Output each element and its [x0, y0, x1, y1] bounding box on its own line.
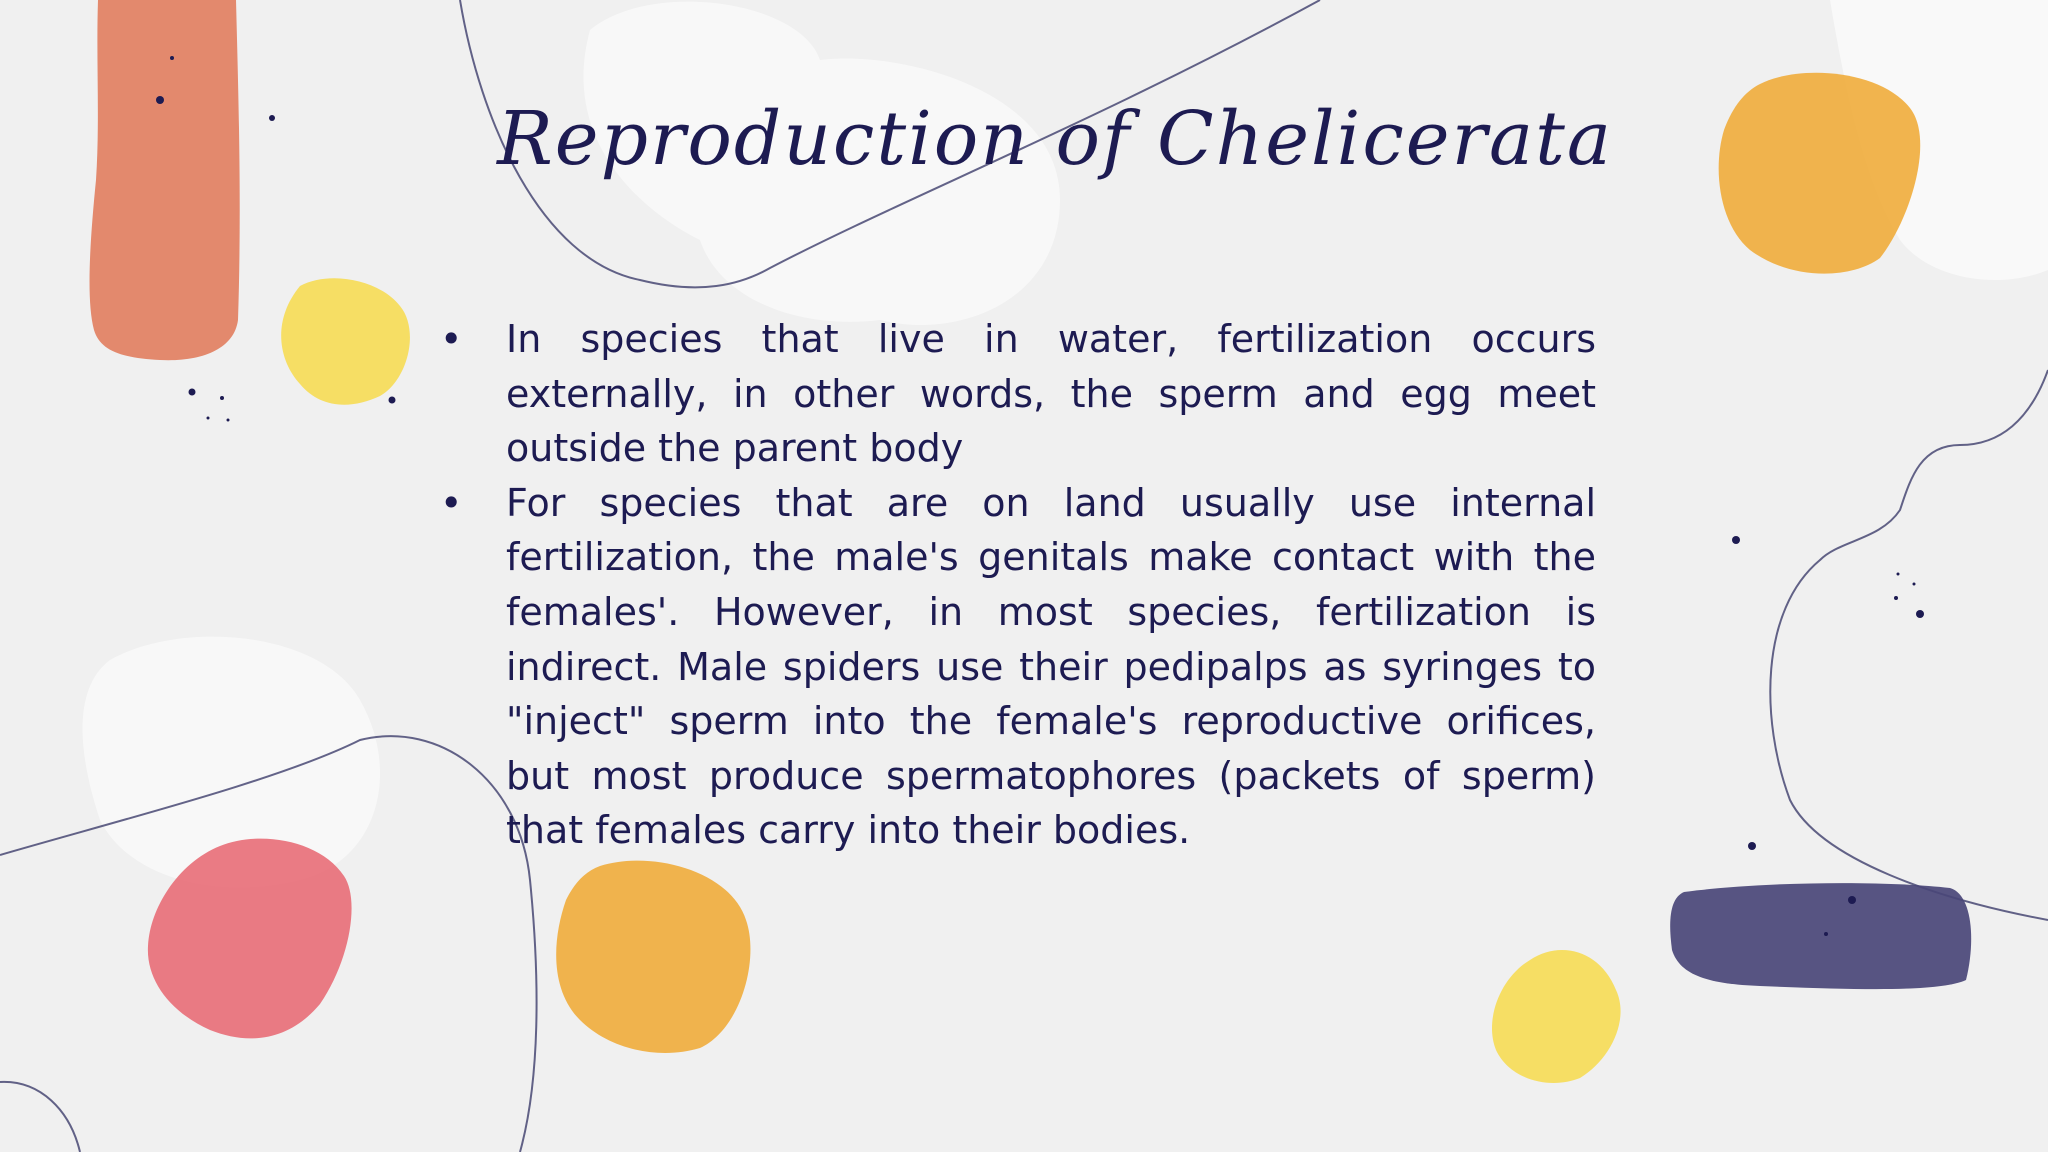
bullet-list: [436, 312, 1596, 858]
navy-paint-stroke: [1670, 883, 1971, 989]
bullet-marker: •: [440, 480, 463, 525]
yellow-blob-right: [1492, 950, 1621, 1083]
line-curve-right: [1770, 370, 2048, 920]
amber-blob-bottom: [556, 861, 750, 1053]
bullet-text: In species that live in water, fertilization occurs externally, in other words, the sperm and egg meet outside the parent body: [506, 317, 1596, 471]
yellow-blob-left: [281, 278, 410, 404]
bullet-item: [436, 312, 1596, 476]
line-curve-corner: [0, 1082, 80, 1152]
bullet-marker: •: [440, 317, 463, 361]
bullet-item: [436, 476, 1596, 858]
bullet-text: For species that are on land usually use internal fertilization, the male's genitals make contact with the females'. However, in most species, fertilization is indirect. Male spiders use their pedipalps as syringes to "inject" sperm into the female's reproductive orifices, but most produce spermatophores (packets of sperm) that females carry into their bodies.: [506, 480, 1596, 853]
slide-title: Reproduction of Chelicerata: [497, 96, 1613, 182]
